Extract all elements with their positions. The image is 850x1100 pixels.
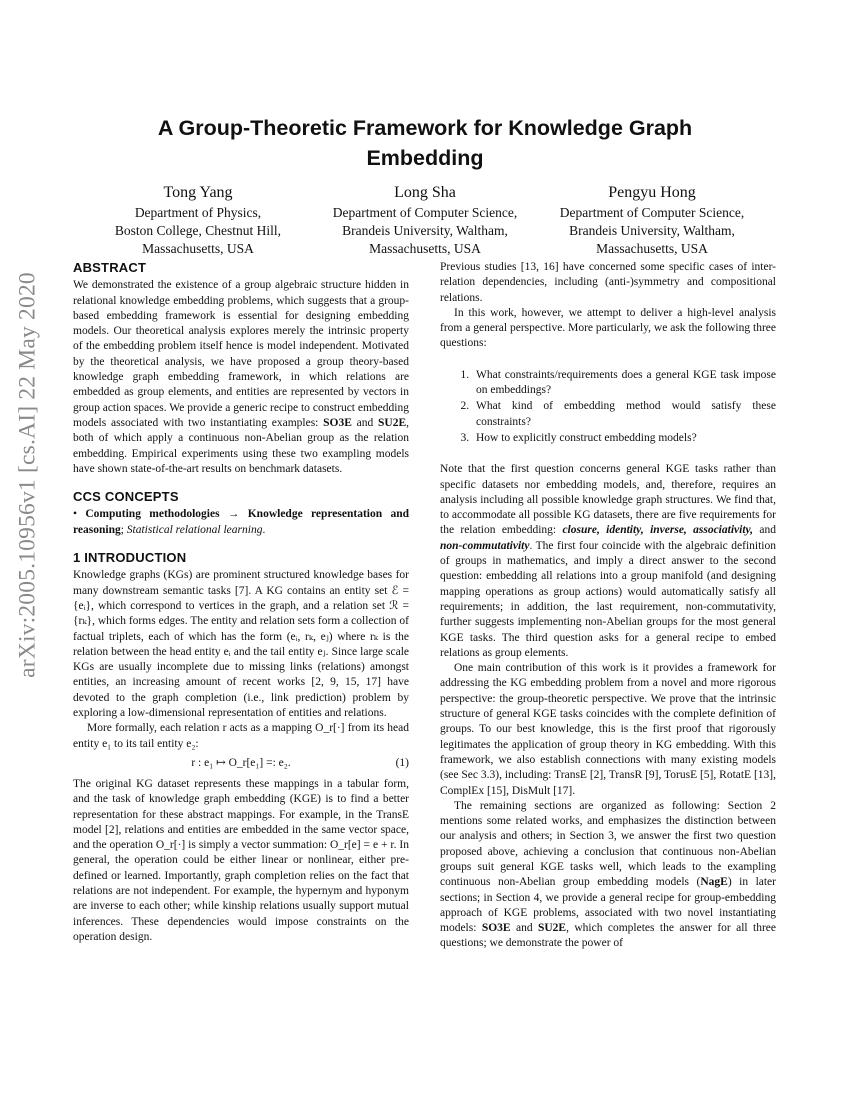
- model-name: SU2E: [537, 922, 567, 935]
- abstract-text: We demonstrated the existence of a group algebraic structure hidden in relational knowledge embedding problems, which suggests that a group-based embedding framework is essential for designing embedding models. Our theoretical analysis explores merely the intrinsic property of the embedding problem itself hence is model independent. Motivated by the theoretical analysis, we have proposed a group theory-based knowledge graph embedding framework, in which relations are embedded as group elements, and entities are represented by vectors in group action spaces. We provide a generic recipe to construct embedding models associated with two instantiating examples: SO3E and SU2E, both of which apply a continuous non-Abelian group as the relation embedding. Empirical experiments using these two exampling models have shown state-of-the-art results on benchmark datasets.: [73, 279, 410, 475]
- arxiv-stamp: [8, 265, 48, 685]
- author-name: Long Sha: [394, 184, 456, 201]
- questions-list: [440, 368, 776, 446]
- affiliation-line: Department of Physics,: [134, 205, 262, 220]
- affiliation-line: Massachusetts, USA: [369, 241, 481, 256]
- question-item: 2. What kind of embedding method would satisfy these constraints?: [472, 399, 776, 430]
- ccs-text: • Computing methodologies → Knowledge representation and reasoning; Statistical relational learning.: [73, 508, 409, 536]
- affiliation-line: Boston College, Chestnut Hill,: [114, 223, 282, 238]
- equation-1: [73, 756, 409, 773]
- requirements-emphasis: closure, identity, inverse, associativity,: [562, 524, 754, 537]
- arxiv-id: arXiv:2005.10956v1 [cs.AI] 22 May 2020: [14, 272, 41, 678]
- affiliation-line: Massachusetts, USA: [596, 241, 708, 256]
- author-name: Tong Yang: [163, 184, 233, 201]
- paper-title: A Group-Theoretic Framework for Knowledge Graph Embedding: [157, 116, 693, 170]
- left-column: [73, 260, 409, 945]
- author-3: [532, 182, 772, 258]
- affiliation-line: Brandeis University, Waltham,: [342, 223, 508, 238]
- abstract-heading: ABSTRACT: [73, 260, 147, 275]
- affiliation-line: Brandeis University, Waltham,: [569, 223, 735, 238]
- requirements-emphasis: non-commutativity: [440, 539, 530, 552]
- body-paragraph: Note that the first question concerns general KGE tasks rather than specific datasets nor embedding models, and, therefore, requires an analysis including all possible knowledge graph structures. We find that, to accommodate all possible KG datasets, there are five requirements for the relation embedding: closure, identity, inverse, associativity, and non-commutativity. The first four coincide with the algebraic definition of groups in mathematics, and imply a direct answer to the second question: embedding all relations into a group manifold (and designing mapping operations as group actions) would automatically satisfy all requirements; in addition, the last requirement, non-commutativity, further suggests implementing non-Abelian groups for the most general KGE tasks. The third question asks for a general recipe to embed relations as group elements.: [440, 463, 776, 659]
- author-name: Pengyu Hong: [608, 184, 696, 201]
- body-paragraph: In this work, however, we attempt to deliver a high-level analysis from a general perspective. More particularly, we ask the following three questions:: [440, 306, 776, 350]
- model-name: SO3E: [323, 416, 352, 429]
- question-item: 1. What constraints/requirements does a general KGE task impose on embeddings?: [472, 368, 776, 399]
- equation-number: (1): [395, 756, 409, 769]
- author-2: [305, 182, 545, 258]
- equation-text: r : e₁ ↦ O_r[e₁] =: e₂.: [191, 756, 291, 769]
- body-paragraph: The remaining sections are organized as following: Section 2 mentions some related works, and emphasizes the distinction between our analysis and others; in Section 3, we answer the first two question proposed above, achieving a conclusion that continuous non-Abelian groups suit general KGE tasks well, which leads to the exampling continuous non-Abelian group embedding models (NagE) in later sections; in Section 4, we provide a general recipe for group-embedding approach of KGE problems, associated with two novel instantiating models: SO3E and SU2E, which completes the answer for all three questions; we demonstrate the power of: [440, 799, 776, 950]
- question-item: 3. How to explicitly construct embedding models?: [472, 431, 776, 446]
- author-1: [78, 182, 318, 258]
- model-name: NagE: [700, 876, 728, 889]
- intro-paragraph: More formally, each relation r acts as a mapping O_r[·] from its head entity e₁ to its tail entity e₂:: [73, 722, 409, 750]
- affiliation-line: Department of Computer Science,: [332, 205, 518, 220]
- affiliation-line: Massachusetts, USA: [142, 241, 254, 256]
- body-paragraph: Previous studies [13, 16] have concerned some specific cases of inter-relation dependencies, including (anti-)symmetry and compositional relations.: [440, 261, 776, 304]
- model-name: SO3E: [481, 922, 511, 935]
- right-column: [440, 260, 776, 952]
- model-name: SU2E: [378, 416, 407, 429]
- intro-paragraph: Knowledge graphs (KGs) are prominent structured knowledge bases for many downstream semantic tasks [7]. A KG contains an entity set ℰ = {eᵢ}, which correspond to vertices in the graph, and a relation set ℛ = {rₖ}, which forms edges. The entity and relation sets form a collection of factual triplets, each of which has the form (eᵢ, rₖ, eⱼ) where rₖ is the relation between the head entity eᵢ and the tail entity eⱼ. Since large scale KGs are usually incomplete due to missing links (relations) amongst entities, an increasing amount of recent works [2, 9, 15, 17] have devoted to the graph completion (i.e., link prediction) problem by exploring a low-dimensional representation of entities and relations.: [73, 569, 409, 720]
- introduction-heading: 1 INTRODUCTION: [73, 550, 187, 566]
- body-paragraph: One main contribution of this work is it provides a framework for addressing the KG embedding problem from a novel and more rigorous perspective: the group-theoretic perspective. We prove that the intrinsic structure of general KGE tasks coincides with the complete definition of groups. To our best knowledge, this is the first proof that rigorously legitimates the application of group theory in KG embedding. With this framework, we also establish connections with many existing models (see Sec 3.3), including: TransE [2], TransR [9], TorusE [5], RotatE [13], ComplEx [15], DisMult [17].: [440, 662, 776, 797]
- ccs-heading: CCS CONCEPTS: [73, 489, 179, 505]
- affiliation-line: Department of Computer Science,: [559, 205, 745, 220]
- intro-paragraph: The original KG dataset represents these mappings in a tabular form, and the task of knowledge graph embedding (KGE) is to find a better representation for these abstract mappings. For example, in the TransE model [2], relations and entities are embedded in the same vector space, and the operation O_r[·] is simply a vector summation: O_r[e] = e + r. In general, the operation could be either linear or nonlinear, either pre-defined or learned. Importantly, graph completion relies on the fact that relations are not independent. For example, the hypernym and hyponym are inverse to each other; while kinship relations usually support mutual inferences. These dependencies would impose constraints on the operation design.: [73, 777, 409, 943]
